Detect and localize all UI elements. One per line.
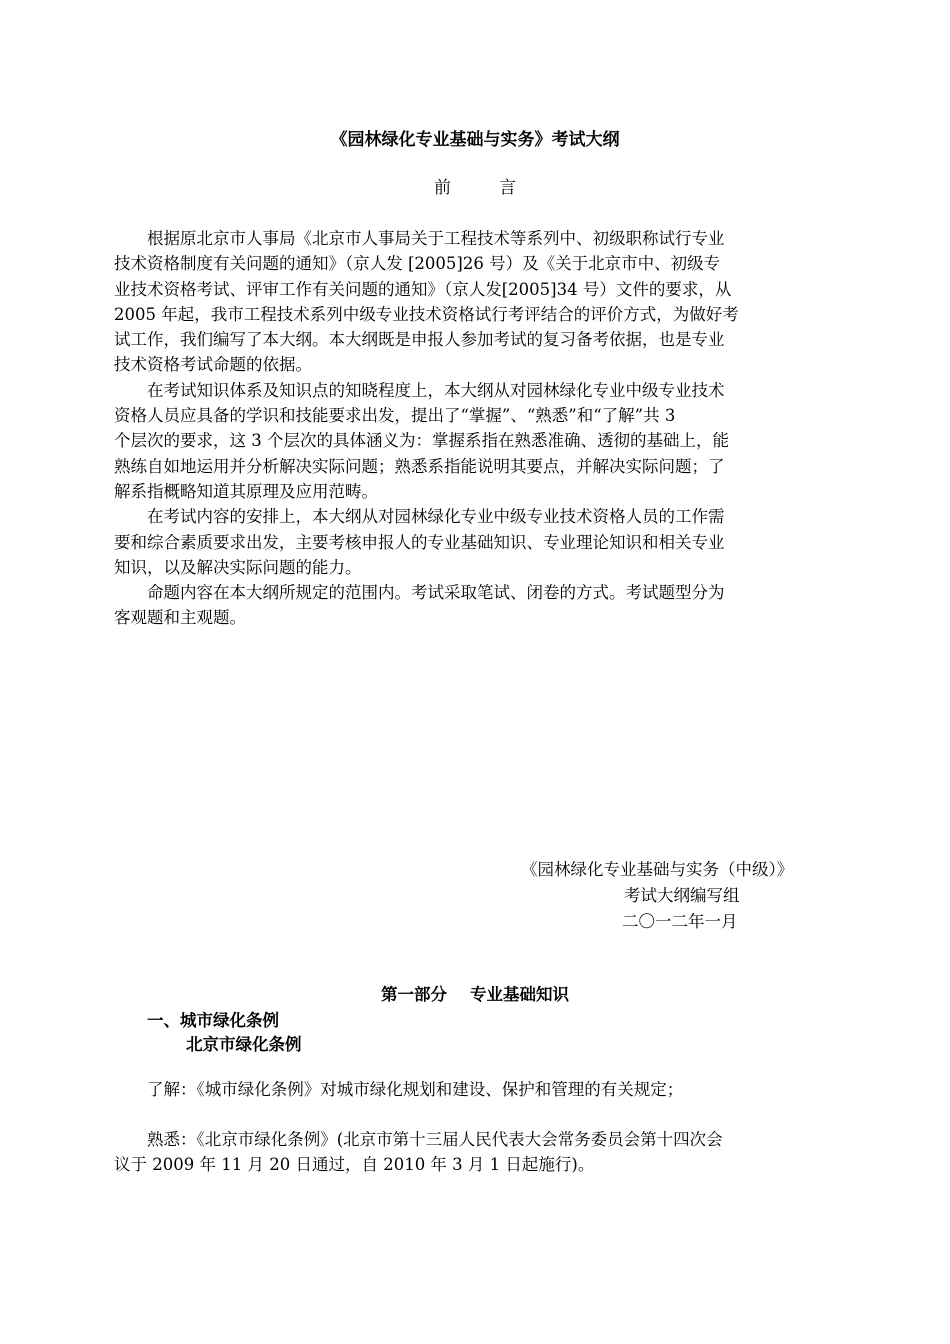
section-one-heading: 一、城市绿化条例 bbox=[147, 1011, 279, 1030]
paragraph-line: 业技术资格考试、评审工作有关问题的通知》（京人发[2005]34 号）文件的要求，从 bbox=[114, 279, 732, 299]
paragraph-line: 要和综合素质要求出发，主要考核申报人的专业基础知识、专业理论知识和相关专业 bbox=[114, 532, 725, 552]
paragraph-line: 资格人员应具备的学识和技能要求出发，提出了“掌握”、“熟悉”和“了解”共 3 bbox=[114, 406, 676, 426]
preface-paragraph-2 bbox=[114, 378, 836, 504]
paragraph-line: 在考试知识体系及知识点的知晓程度上，本大纲从对园林绿化专业中级专业技术 bbox=[147, 380, 725, 400]
signature-group: 考试大纲编写组 bbox=[624, 886, 740, 905]
paragraph-line: 解系指概略知道其原理及应用范畴。 bbox=[114, 481, 378, 501]
part-one-heading: 第一部分 专业基础知识 bbox=[381, 985, 569, 1004]
requirement-understand bbox=[114, 1077, 836, 1102]
requirement-familiar bbox=[114, 1127, 836, 1178]
requirement-line: 了解：《城市绿化条例》对城市绿化规划和建设、保护和管理的有关规定； bbox=[147, 1080, 684, 1099]
paragraph-line: 根据原北京市人事局《北京市人事局关于工程技术等系列中、初级职称试行专业 bbox=[147, 229, 725, 248]
preface-heading-left: 前 bbox=[434, 178, 451, 198]
paragraph-line: 熟练自如地运用并分析解决实际问题；熟悉系指能说明其要点，并解决实际问题；了 bbox=[114, 456, 725, 476]
paragraph-line: 客观题和主观题。 bbox=[114, 608, 246, 628]
preface-paragraph-1 bbox=[114, 226, 836, 378]
document-title: 《园林绿化专业基础与实务》考试大纲 bbox=[330, 130, 620, 150]
paragraph-line: 在考试内容的安排上，本大纲从对园林绿化专业中级专业技术资格人员的工作需 bbox=[147, 507, 725, 527]
requirement-line: 熟悉：《北京市绿化条例》(北京市第十三届人民代表大会常务委员会第十四次会 bbox=[147, 1130, 723, 1149]
paragraph-line: 技术资格制度有关问题的通知》（京人发 [2005]26 号）及《关于北京市中、初级专 bbox=[114, 254, 721, 274]
paragraph-line: 技术资格考试命题的依据。 bbox=[114, 355, 312, 375]
preface-paragraph-4 bbox=[114, 580, 836, 631]
preface-paragraph-3 bbox=[114, 504, 836, 580]
signature-book-title: 《园林绿化专业基础与实务（中级）》 bbox=[521, 860, 794, 879]
signature-date: 二〇一二年一月 bbox=[622, 912, 738, 931]
paragraph-line: 知识，以及解决实际问题的能力。 bbox=[114, 557, 362, 577]
preface-heading bbox=[0, 177, 950, 199]
preface-heading-right: 言 bbox=[499, 178, 516, 198]
paragraph-line: 2005 年起，我市工程技术系列中级专业技术资格试行考评结合的评价方式，为做好考 bbox=[114, 304, 739, 324]
preface-body bbox=[114, 226, 836, 631]
paragraph-line: 个层次的要求，这 3 个层次的具体涵义为：掌握系指在熟悉准确、透彻的基础上，能 bbox=[114, 431, 729, 451]
paragraph-line: 试工作，我们编写了本大纲。本大纲既是申报人参加考试的复习备考依据，也是专业 bbox=[114, 330, 725, 350]
requirement-line: 议于 2009 年 11 月 20 日通过，自 2010 年 3 月 1 日起施行)。 bbox=[114, 1155, 595, 1175]
section-one-subheading: 北京市绿化条例 bbox=[186, 1035, 302, 1054]
paragraph-line: 命题内容在本大纲所规定的范围内。考试采取笔试、闭卷的方式。考试题型分为 bbox=[147, 583, 725, 603]
